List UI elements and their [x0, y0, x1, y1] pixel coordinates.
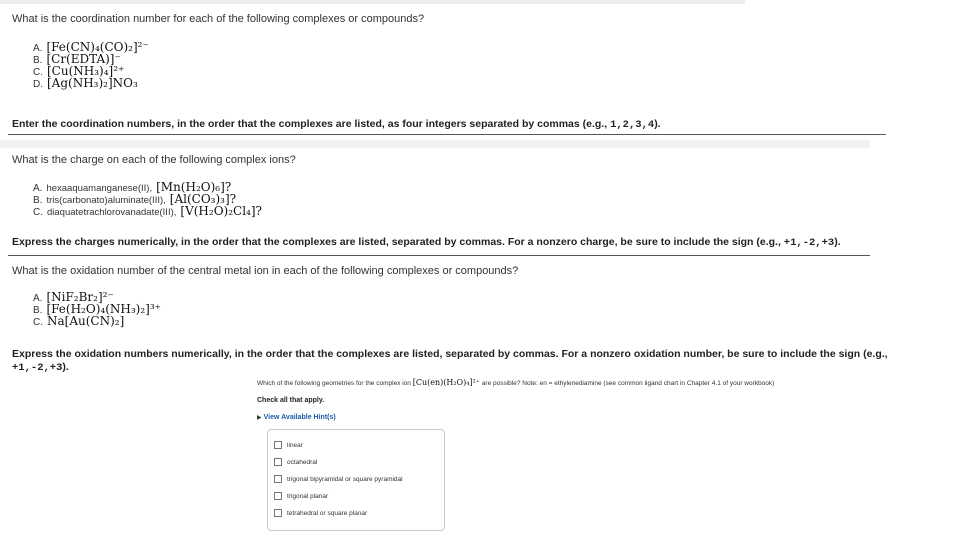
divider — [8, 134, 886, 135]
q2-question: What is the charge on each of the following complex ions? — [12, 154, 296, 166]
divider — [8, 255, 870, 256]
q3-instruction: Express the oxidation numbers numerically, in the order that the complexes are listed, separated by commas. For a nonzero oxidation number, be sure to include the sign (e.g., +1,-2,+3). — [12, 348, 888, 374]
q2-item-a: A. hexaaquamanganese(II), [Mn(H₂O)₆]? — [33, 180, 232, 194]
q3-item-b: B. [Fe(H₂O)₄(NH₃)₂]³⁺ — [33, 302, 161, 316]
top-bar — [0, 0, 745, 4]
q2-items — [33, 181, 262, 217]
option-tetrahedral[interactable]: tetrahedral or square planar — [274, 508, 367, 518]
options-box — [267, 429, 445, 531]
section-band — [0, 140, 870, 148]
q1-item-b: B. [Cr(EDTA)]⁻ — [33, 52, 121, 66]
option-linear[interactable]: linear — [274, 440, 303, 450]
q3-item-a: A. [NiF₂Br₂]²⁻ — [33, 290, 114, 304]
checkbox[interactable] — [274, 509, 282, 517]
q1-item-d: D. [Ag(NH₃)₂]NO₃ — [33, 76, 138, 90]
checkbox[interactable] — [274, 492, 282, 500]
option-trigonal-planar[interactable]: trigonal planar — [274, 491, 328, 501]
q2-item-c: C. diaquatetrachlorovanadate(III), [V(H₂O)₂Cl₄]? — [33, 204, 262, 218]
q1-question: What is the coordination number for each of the following complexes or compounds? — [12, 13, 425, 25]
q4-block — [257, 378, 897, 421]
q1-items — [33, 41, 149, 89]
q4-question: Which of the following geometries for the complex ion [Cu(en)(H₂O)₄]²⁺ are possible? Note: en = ethylenediamine (see common ligand chart in Chapter 4.1 of your workbook) — [257, 378, 775, 387]
q1-instruction: Enter the coordination numbers, in the order that the complexes are listed, as four integers separated by commas (e.g., 1,2,3,4). — [12, 118, 661, 131]
q3-items — [33, 291, 161, 327]
checkbox[interactable] — [274, 441, 282, 449]
q3-question: What is the oxidation number of the central metal ion in each of the following complexes or compounds? — [12, 265, 519, 277]
option-octahedral[interactable]: octahedral — [274, 457, 317, 467]
q1-item-c: C. [Cu(NH₃)₄]²⁺ — [33, 64, 125, 78]
view-hints-link[interactable]: ▶ View Available Hint(s) — [257, 414, 336, 421]
triangle-right-icon: ▶ — [257, 415, 262, 421]
q2-item-b: B. tris(carbonato)aluminate(III), [Al(CO₃)₃]? — [33, 192, 237, 206]
checkbox[interactable] — [274, 458, 282, 466]
check-all-label: Check all that apply. — [257, 397, 325, 404]
q3-item-c: C. Na[Au(CN)₂] — [33, 314, 125, 328]
option-trigonal-bipyramidal[interactable]: trigonal bipyramidal or square pyramidal — [274, 474, 403, 484]
checkbox[interactable] — [274, 475, 282, 483]
q1-item-a: A. [Fe(CN)₄(CO)₂]²⁻ — [33, 40, 149, 54]
q2-instruction: Express the charges numerically, in the order that the complexes are listed, separated by commas. For a nonzero charge, be sure to include the sign (e.g., +1,-2,+3). — [12, 236, 841, 249]
